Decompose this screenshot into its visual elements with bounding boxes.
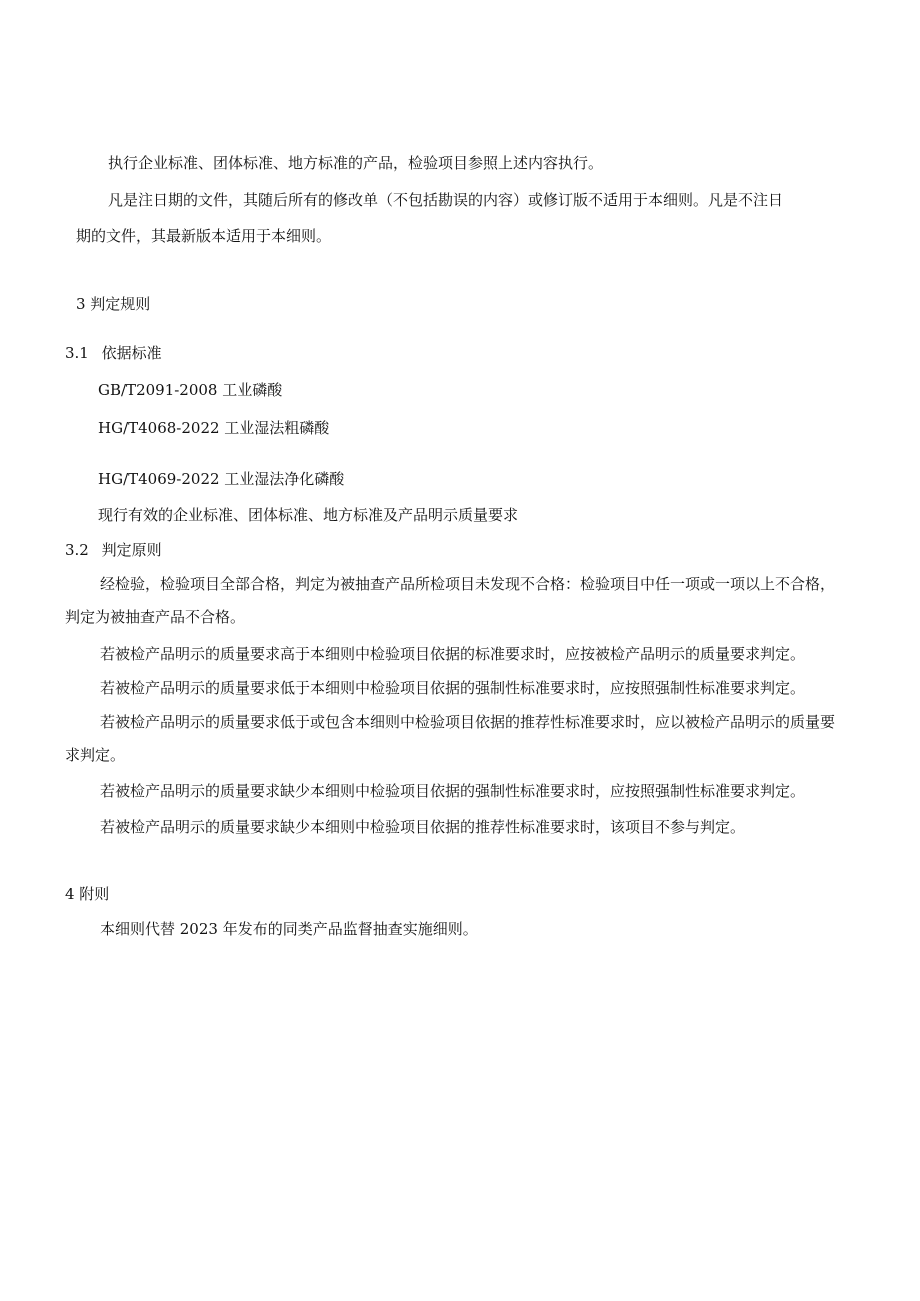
intro-paragraph-2-line-2: 期的文件，其最新版本适用于本细则。: [76, 227, 332, 245]
section-4-paragraph: 本细则代替 2023 年发布的同类产品监督抽查实施细则。: [100, 920, 478, 938]
section-3-1-number: 3.1: [65, 344, 89, 362]
principle-5: 若被检产品明示的质量要求缺少本细则中检验项目依据的强制性标准要求时，应按照强制性标准要求判定。: [100, 782, 806, 800]
standard-item-2: HG/T4068-2022 工业湿法粗磷酸: [98, 419, 330, 437]
principle-6: 若被检产品明示的质量要求缺少本细则中检验项目依据的推荐性标准要求时，该项目不参与判定。: [100, 818, 746, 836]
section-3-heading: 3 判定规则: [76, 295, 151, 313]
standard-item-4: 现行有效的企业标准、团体标准、地方标准及产品明示质量要求: [98, 506, 519, 524]
principle-4-line-1: 若被检产品明示的质量要求低于或包含本细则中检验项目依据的推荐性标准要求时，应以被检产品明示的质量要: [100, 713, 836, 731]
principle-2: 若被检产品明示的质量要求高于本细则中检验项目依据的标准要求时，应按被检产品明示的质量要求判定。: [100, 645, 806, 663]
section-4-heading: 4 附则: [65, 885, 110, 903]
intro-paragraph-2-line-1: 凡是注日期的文件，其随后所有的修改单（不包括勘误的内容）或修订版不适用于本细则。凡是不注日: [108, 191, 784, 209]
standard-item-1: GB/T2091-2008 工业磷酸: [98, 381, 283, 399]
intro-paragraph-1: 执行企业标准、团体标准、地方标准的产品，检验项目参照上述内容执行。: [108, 154, 604, 172]
section-3-1-title: 依据标准: [101, 344, 162, 362]
principle-4-line-2: 求判定。: [65, 746, 126, 764]
principle-1-line-1: 经检验，检验项目全部合格，判定为被抽查产品所检项目未发现不合格：检验项目中任一项或一项以上不合格，: [100, 575, 836, 593]
section-3-2-number: 3.2: [65, 541, 89, 559]
section-3-1-heading: [65, 343, 162, 363]
standard-item-3: HG/T4069-2022 工业湿法净化磷酸: [98, 470, 345, 488]
section-3-2-title: 判定原则: [101, 541, 162, 559]
section-3-2-heading: [65, 540, 162, 560]
principle-1-line-2: 判定为被抽查产品不合格。: [65, 608, 246, 626]
principle-3: 若被检产品明示的质量要求低于本细则中检验项目依据的强制性标准要求时，应按照强制性标准要求判定。: [100, 679, 806, 697]
